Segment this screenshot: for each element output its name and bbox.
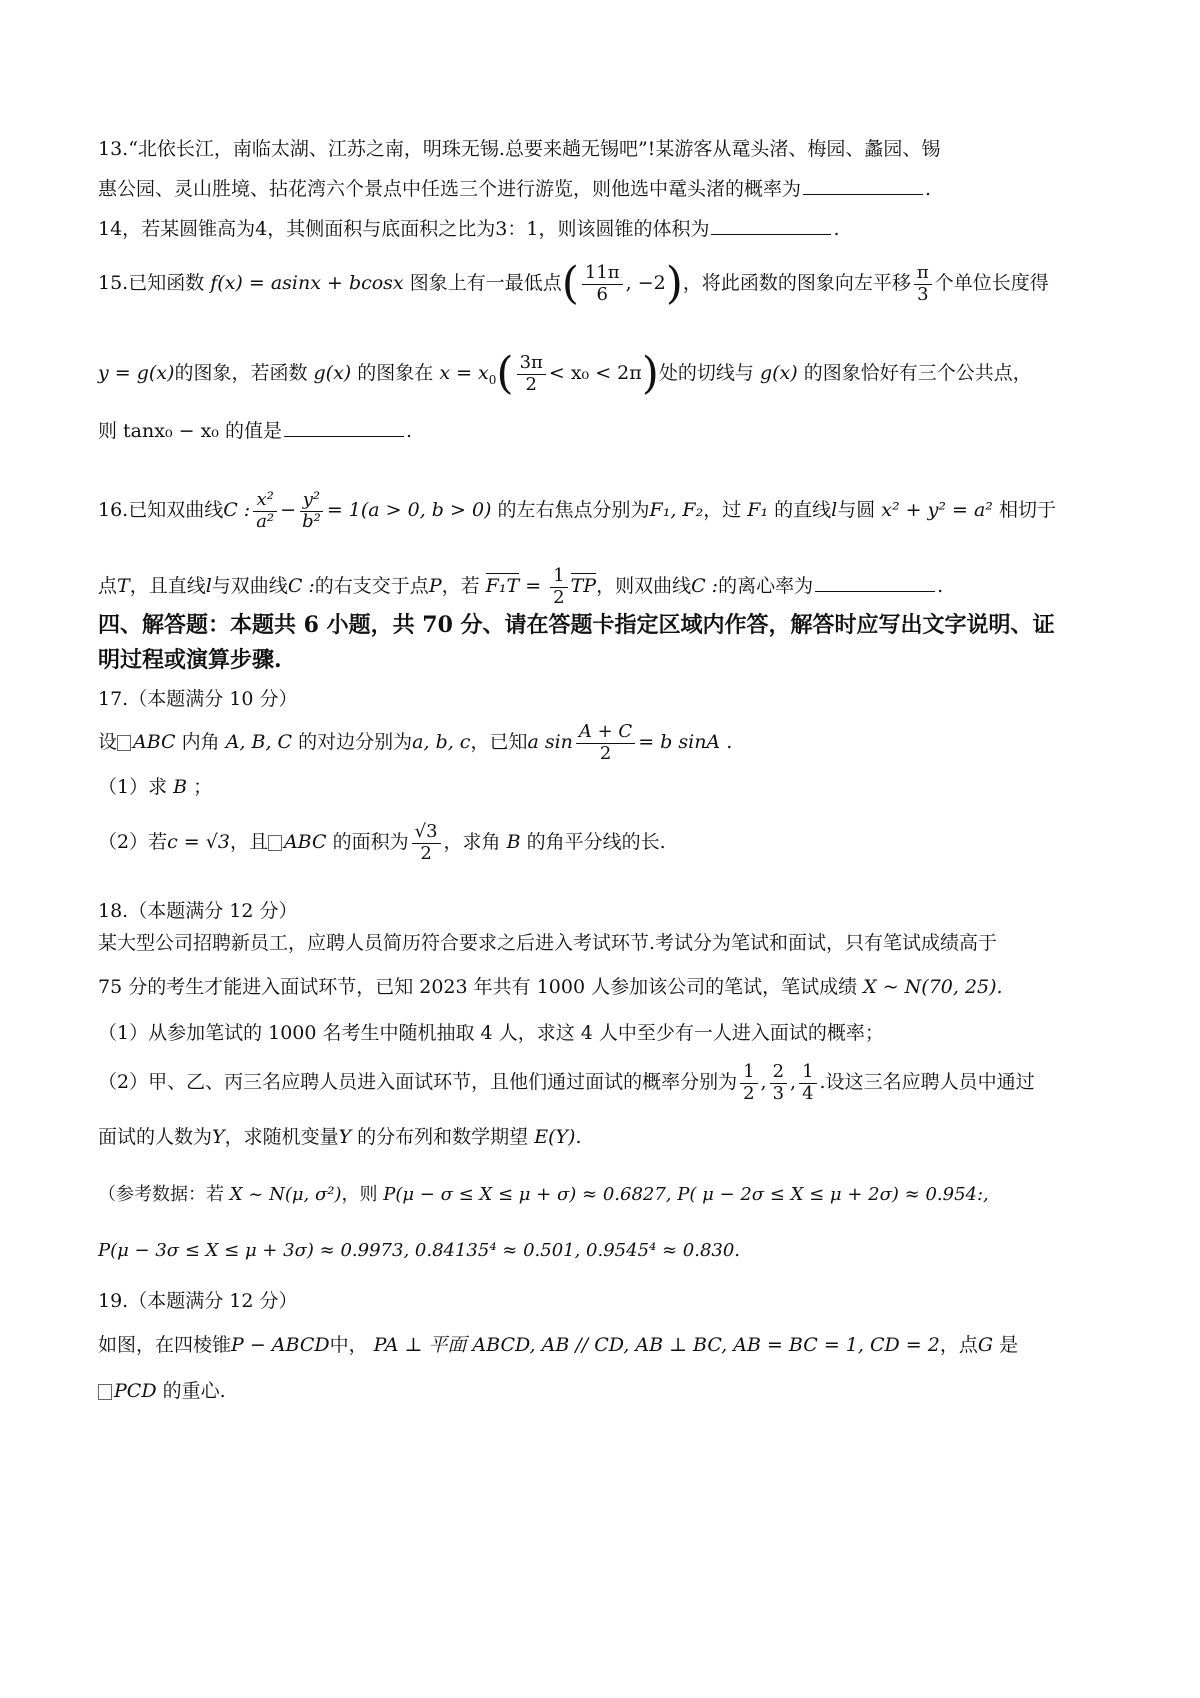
q13-line2: 惠公园、灵山胜境、拈花湾六个景点中任选三个进行游览，则他选中鼋头渚的概率为 . (98, 178, 932, 200)
q18-ref1: （参考数据：若 X ~ N(μ, σ²)，则 P(μ − σ ≤ X ≤ μ + σ) ≈ 0.6827, P( μ − 2σ ≤ X ≤ μ + 2σ) ≈ 0.954:, (98, 1184, 989, 1205)
section-heading: 四、解答题：本题共 6 小题，共 70 分、请在答题卡指定区域内作答，解答时应写出文字说明、证 (98, 612, 1055, 638)
q16-line2: 点T，且直线l与双曲线C :的右支交于点P，若 F₁T = $\frac{1}{2}$ TP，则双曲线C :的离心率为 . (98, 565, 944, 608)
q17-line1: 设 ABC 内角 A, B, C 的对边分别为a, b, c，已知a sin $\frac{A + C}{2}$ = b sinA . (98, 721, 733, 764)
triangle-symbol (268, 835, 282, 851)
triangle-symbol (117, 735, 131, 751)
q17-sub1: （1）求 B ； (98, 776, 213, 798)
q13-line1: 13.“北依长江，南临太湖、江苏之南，明珠无锡.总要来趟无锡吧”!某游客从鼋头渚、梅园、蠡园、锡 (98, 138, 941, 160)
q18-sub1: （1）从参加笔试的 1000 名考生中随机抽取 4 人，求这 4 人中至少有一人进入面试的概率； (98, 1022, 884, 1044)
q18-sub2: （2）甲、乙、丙三名应聘人员进入面试环节，且他们通过面试的概率分别为 $\frac{1}{2}$ , $\frac{2}{3}$ , $\frac{1}{4}$ .设这三名应聘人员中通过 (98, 1061, 1035, 1104)
q18-line3: 面试的人数为Y，求随机变量Y 的分布列和数学期望 E(Y). (98, 1126, 582, 1148)
answer-blank (803, 193, 923, 195)
q15-line1: 15.已知函数 f(x) = asinx + bcosx 图象上有一最低点( $\frac{11\pi}{6}$ , −2)，将此函数的图象向左平移 $\frac{\pi}{3}$ 个单位长度得 (98, 258, 1049, 309)
q16-line1: 16.已知双曲线C : $\frac{\text{x²}}{\text{a²}}$ − $\frac{\text{y²}}{\text{b²}}$ = 1(a > 0, b > 0) 的左右焦点分别为F₁, F₂，过 F₁ 的直线l与圆 x² + y² = a² 相切于 (98, 489, 1056, 532)
answer-blank (815, 590, 935, 592)
answer-blank (711, 233, 831, 235)
q19-header: 19.（本题满分 12 分） (98, 1290, 298, 1312)
q15-line2: y = g(x)的图象，若函数 g(x) 的图象在 $x = x_0$( $\frac{3\pi}{2}$ < x₀ < 2π)处的切线与 g(x) 的图象恰好有三个公共点， (98, 348, 1032, 399)
section-heading-cont: 明过程或演算步骤. (98, 647, 282, 673)
answer-blank (284, 435, 404, 437)
q18-line1: 某大型公司招聘新员工，应聘人员简历符合要求之后进入考试环节.考试分为笔试和面试，只有笔试成绩高于 (98, 932, 998, 954)
q15-line3: 则 tanx₀ − x₀ 的值是 . (98, 420, 413, 442)
q19-line2: PCD 的重心. (98, 1380, 226, 1403)
triangle-symbol (98, 1384, 112, 1400)
q14-line: 14，若某圆锥高为4，其侧面积与底面积之比为3：1，则该圆锥的体积为 . (98, 218, 840, 240)
q18-ref2: P(μ − 3σ ≤ X ≤ μ + 3σ) ≈ 0.9973, 0.84135⁴ ≈ 0.501, 0.9545⁴ ≈ 0.830. (98, 1240, 741, 1261)
q18-line2: 75 分的考生才能进入面试环节，已知 2023 年共有 1000 人参加该公司的笔试，笔试成绩 X ~ N(70, 25). (98, 976, 1003, 998)
q17-header: 17.（本题满分 10 分） (98, 688, 298, 710)
q18-header: 18.（本题满分 12 分） (98, 900, 298, 922)
q19-line1: 如图，在四棱锥P − ABCD中， PA ⊥ 平面 ABCD, AB // CD, AB ⊥ BC, AB = BC = 1, CD = 2，点G 是 (98, 1334, 1019, 1356)
q17-sub2: （2）若c = √3，且 ABC 的面积为 $\frac{√3}{2}$ ，求角 B 的角平分线的长. (98, 821, 666, 864)
